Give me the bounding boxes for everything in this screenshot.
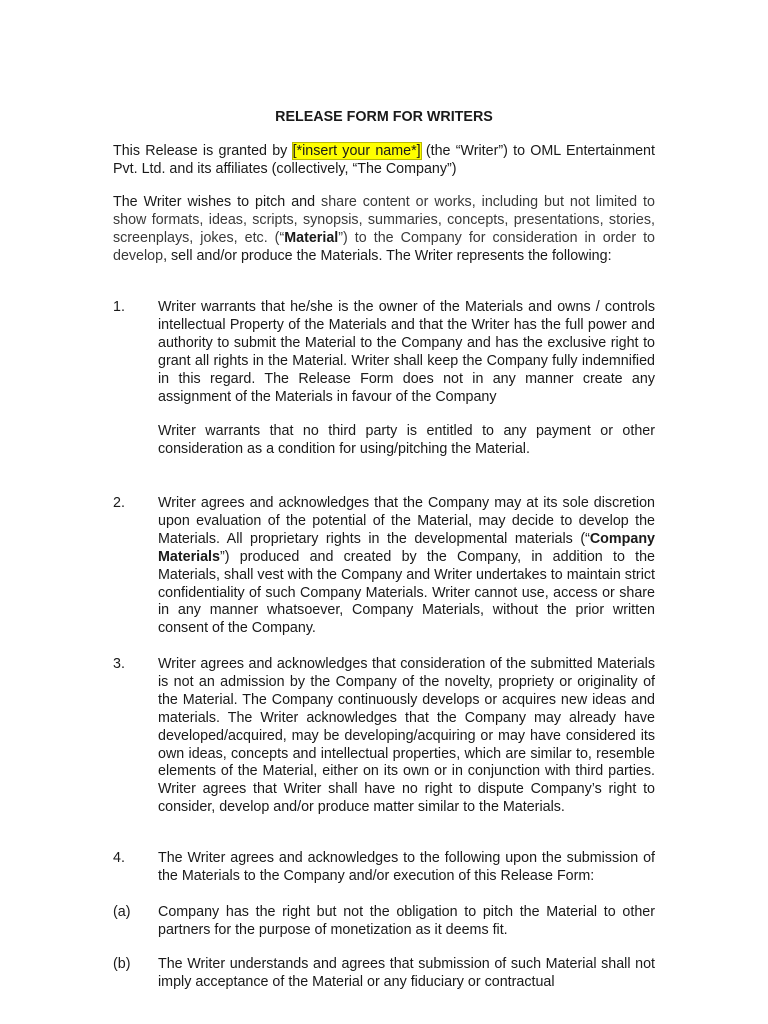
company-materials-term: Company Materials [158,530,655,565]
name-placeholder-highlight[interactable]: [*insert your name*] [292,143,421,159]
clause-number: 2. [113,495,125,511]
clause-body [158,656,655,817]
clause-text: Company has the right but not the obligation to pitch the Material to other partners for the purpose of monetization as it deems fit. [158,904,655,938]
clause-number: 3. [113,656,125,672]
intro-text-after: (the “Writer”) to OML Entertainment Pvt. Ltd. and its affiliates (collectively, “The Company”) [113,143,655,177]
clause-body [158,495,655,638]
clause-number: 4. [113,850,125,866]
clause-text-before: Writer agrees and acknowledges that the Company may at its sole discretion upon evaluation of the potential of the Material, may decide to develop the Materials. All proprietary rights in the developmental materials (“ [158,495,655,547]
wishes-paragraph [113,194,655,266]
intro-paragraph [113,143,655,179]
clause-number: 1. [113,299,125,315]
intro-text-before: This Release is granted by [113,143,293,159]
clause-body [158,299,655,459]
clause-text: The Writer agrees and acknowledges to the following upon the submission of the Materials to the Company and/or execution of this Release Form: [158,850,655,884]
material-term: Material [284,229,339,246]
clause-number: (a) [113,904,131,920]
clause-body [158,850,655,886]
document-title: RELEASE FORM FOR WRITERS [275,109,493,125]
wishes-text-3: ”) to the Company for consideration in order to develop [113,229,656,264]
wishes-text-1: The Writer wishes to pitch and [113,194,322,210]
clause-text [158,495,655,638]
clause-text: Writer agrees and acknowledges that consideration of the submitted Materials is not an admission by the Company of the novelty, propriety or originality of the Material. The Company continuously develops or acquires new ideas and materials. The Writer acknowledges that the Company may already have developed/acquired, may be developing/acquiring or may have considered its own ideas, concepts and intellectual properties, which are similar to, resemble elements of the Material, either on its own or in conjunction with third parties. Writer agrees that Writer shall have no right to dispute Company’s right to consider, develop and/or produce matter similar to the Materials. [158,656,655,816]
clause-text: The Writer understands and agrees that submission of such Material shall not imply acceptance of the Material or any fiduciary or contractual [158,956,655,990]
clause-body [158,904,655,940]
clause-text: Writer warrants that no third party is entitled to any payment or other consideration as a condition for using/pitching the Material. [158,423,655,458]
clause-text-after: ”) produced and created by the Company, in addition to the Materials, shall vest with the Company and Writer undertakes to maintain strict confidentiality of such Company Materials. Writer cannot use, access or share in any manner whatsoever, Company Materials, without the prior written consent of the Company. [158,548,655,637]
clause-number: (b) [113,956,131,972]
wishes-text-4: , sell and/or produce the Materials. The Writer represents the following: [163,247,612,264]
clause-text: Writer warrants that he/she is the owner of the Materials and owns / controls intellectual Property of the Materials and that the Writer has the full power and authority to submit the Material to the Company and has the exclusive right to grant all rights in the Material. Writer shall keep the Company fully indemnified in this regard. The Release Form does not in any manner create any assignment of the Materials in favour of the Company [158,299,655,405]
clause-body [158,956,655,992]
wishes-text-2: share content or works, including but not limited to show formats, ideas, scripts, synopsis, summaries, concepts, presentations, stories, screenplays, jokes, etc. (“ [113,194,655,246]
